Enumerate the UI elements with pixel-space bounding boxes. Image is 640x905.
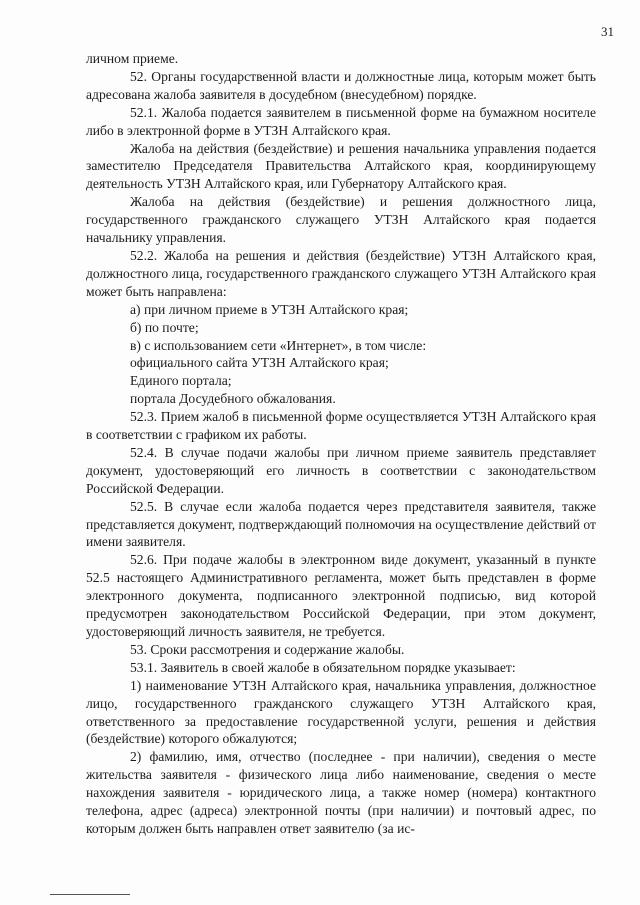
paragraph: 2) фамилию, имя, отчество (последнее - при наличии), сведения о месте жительства заявителя - физического лица либо наименование, сведения о месте нахождения заявителя - юридического лица, а также номер (номера) контактного телефона, адрес (адреса) электронной почты (при наличии) и почтовый адрес, по которым должен быть направлен ответ заявителю (за ис-	[86, 749, 596, 836]
page-edge-line	[50, 894, 130, 895]
page-number: 31	[601, 24, 614, 39]
list-item: в) с использованием сети «Интернет», в том числе:	[130, 337, 427, 353]
paragraph: 52.4. В случае подачи жалобы при личном приеме заявитель представляет документ, удостоверяющий его личность в соответствии с законодательством Российской Федерации.	[86, 444, 596, 496]
paragraph: 53. Сроки рассмотрения и содержание жалобы.	[130, 641, 405, 657]
paragraph: 52.1. Жалоба подается заявителем в письменной форме на бумажном носителе либо в электронной форме в УТЗН Алтайского края.	[86, 104, 596, 138]
list-item: портала Досудебного обжалования.	[130, 391, 336, 407]
paragraph: 52.6. При подаче жалобы в электронном виде документ, указанный в пункте 52.5 настоящего Административного регламента, может быть представлен в форме электронного документа, подписанного электронной подписью, вид которой предусмотрен законодательством Российской Федерации, при этом документ, удостоверяющий личность заявителя, не требуется.	[86, 552, 596, 639]
paragraph: 52.3. Прием жалоб в письменной форме осуществляется УТЗН Алтайского края в соответствии с графиком их работы.	[86, 409, 596, 443]
list-item: б) по почте;	[130, 319, 199, 335]
paragraph: 53.1. Заявитель в своей жалобе в обязательном порядке указывает:	[130, 659, 516, 675]
paragraph: Жалоба на действия (бездействие) и решения должностного лица, государственного гражданского служащего УТЗН Алтайского края подается начальнику управления.	[86, 194, 596, 246]
paragraph: личном приеме.	[86, 51, 179, 66]
paragraph: 52.5. В случае если жалоба подается через представителя заявителя, также представляется документ, подтверждающий полномочия на осуществление действий от имени заявителя.	[86, 498, 596, 550]
paragraph: Жалоба на действия (бездействие) и решения начальника управления подается заместителю Председателя Правительства Алтайского края, координирующему деятельность УТЗН Алтайского края, или Губернатору Алтайского края.	[86, 140, 596, 192]
list-item: официального сайта УТЗН Алтайского края;	[130, 355, 389, 371]
paragraph: 1) наименование УТЗН Алтайского края, начальника управления, должностное лицо, государственного гражданского служащего УТЗН Алтайского края, ответственного за предоставление государственной услуги, решения и действия (бездействие) которого обжалуются;	[86, 677, 596, 747]
paragraph: 52.2. Жалоба на решения и действия (бездействие) УТЗН Алтайского края, должностного лица, государственного гражданского служащего УТЗН Алтайского края может быть направлена:	[86, 247, 596, 299]
paragraph: 52. Органы государственной власти и должностные лица, которым может быть адресована жалоба заявителя в досудебном (внесудебном) порядке.	[86, 68, 596, 102]
list-item: а) при личном приеме в УТЗН Алтайского края;	[130, 301, 409, 317]
document-body	[86, 50, 596, 838]
list-item: Единого портала;	[130, 373, 232, 389]
